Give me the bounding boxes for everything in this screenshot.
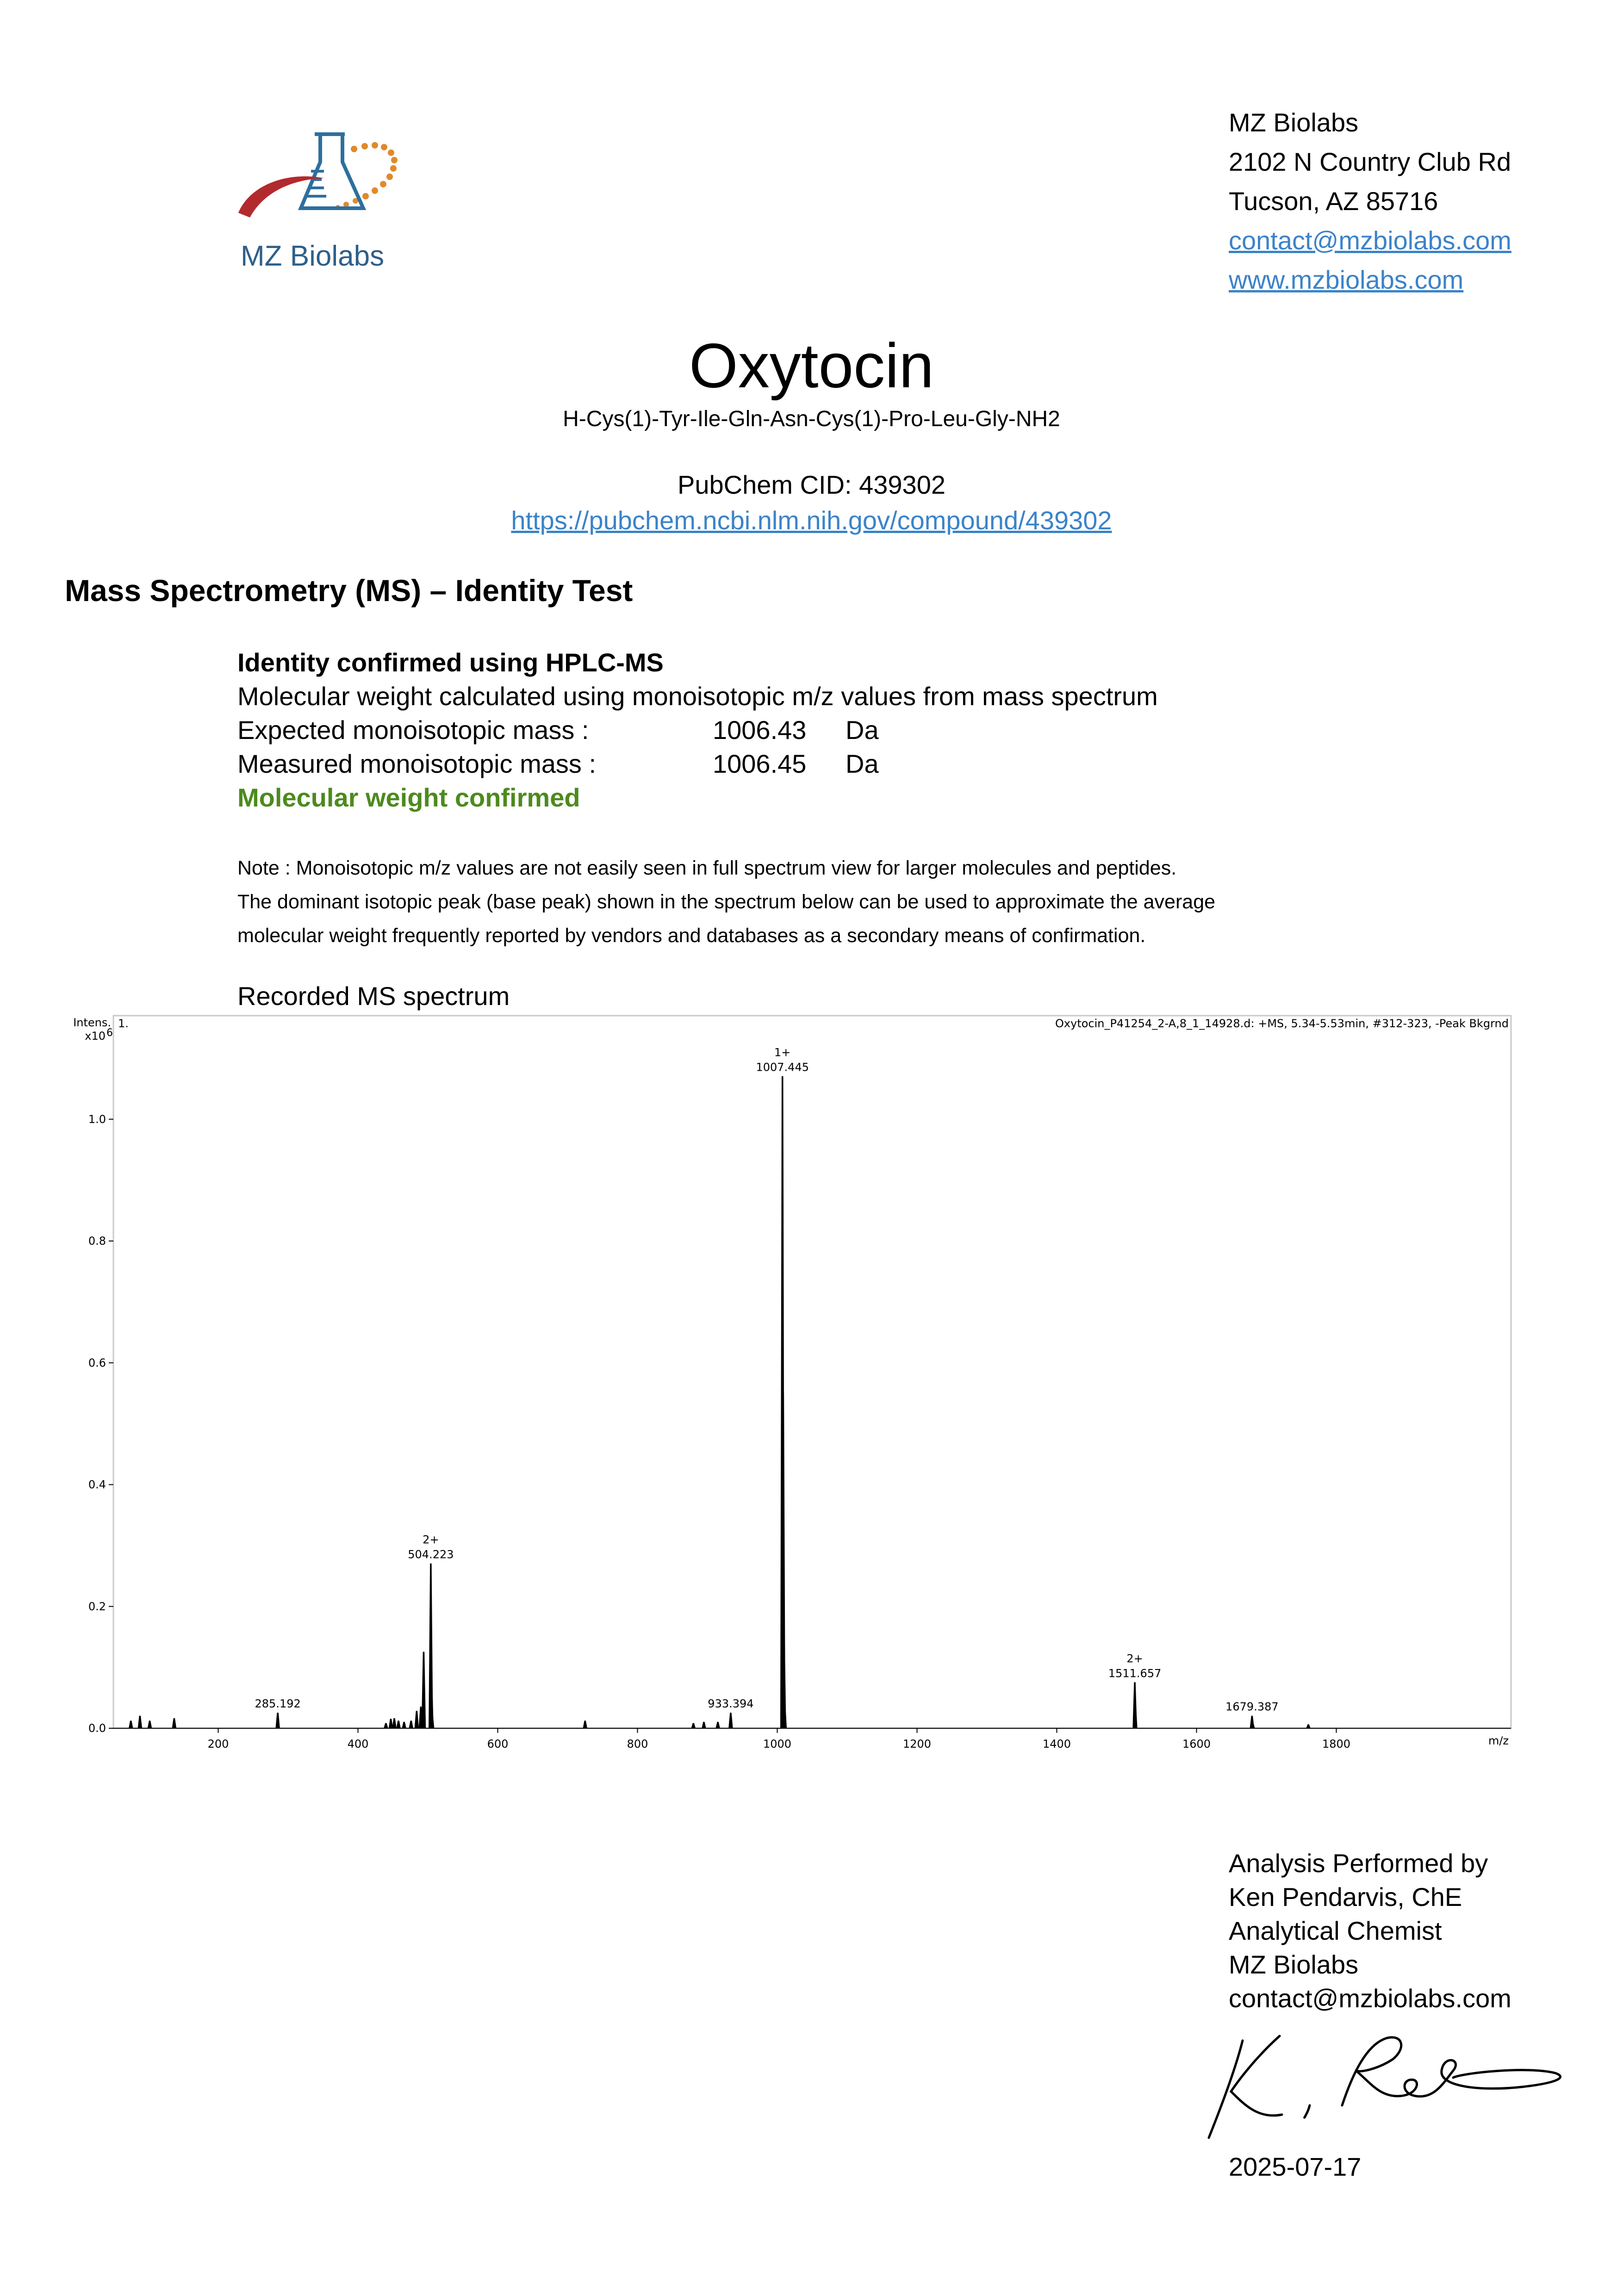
company-address [1229,103,1511,299]
minor-peak [422,1652,425,1728]
labeled-peak [1250,1716,1254,1728]
peak-charge-label: 2+ [1126,1652,1143,1665]
peak-charge-label: 2+ [423,1533,439,1546]
labeled-peak [729,1713,733,1728]
x-tick-label: 1400 [1042,1738,1071,1750]
x-tick-label: 600 [487,1738,509,1750]
method-line: Molecular weight calculated using monoisotopic m/z values from mass spectrum [237,682,1158,711]
pubchem-link[interactable]: https://pubchem.ncbi.nlm.nih.gov/compound/439302 [511,506,1112,535]
minor-peak [389,1719,392,1728]
ms-spectrum-chart [0,1011,1623,1751]
identity-results [237,645,1158,814]
minor-peak [129,1721,133,1728]
minor-peak [138,1716,142,1728]
labeled-peak [1133,1682,1137,1728]
x-tick-label: 1200 [902,1738,932,1750]
y-tick-label: 0.8 [88,1235,106,1248]
y-axis-scale: x10 [85,1030,106,1043]
labeled-peak [276,1713,280,1728]
minor-peak [392,1719,396,1728]
note-text [237,851,1215,953]
peak-mz-label: 285.192 [255,1697,301,1711]
expected-mass-label: Expected monoisotopic mass : [237,715,589,745]
website-link[interactable]: www.mzbiolabs.com [1229,265,1464,294]
expected-mass-value: 1006.43 [713,715,807,745]
y-axis-label: Intens. [73,1016,111,1029]
analyst-block [1229,1846,1511,2015]
labeled-peak [781,1077,784,1728]
address-line-street: 2102 N Country Club Rd [1229,147,1511,176]
minor-peak [691,1723,695,1728]
spectrum-label: Recorded MS spectrum [237,981,510,1011]
y-tick-label: 0.4 [88,1478,106,1491]
expected-mass-unit: Da [846,715,879,745]
analyst-title: Analytical Chemist [1229,1916,1442,1945]
peak-charge-label: 1+ [774,1046,791,1059]
minor-peak [397,1721,400,1728]
note-line: The dominant isotopic peak (base peak) shown in the spectrum below can be used to approximate the average [237,891,1216,913]
identity-line: Identity confirmed using HPLC-MS [237,648,664,677]
measured-mass-unit: Da [846,749,879,778]
x-tick-label: 400 [347,1738,369,1750]
peak-mz-label: 504.223 [408,1548,454,1561]
x-tick-label: 1600 [1182,1738,1211,1750]
section-heading: Mass Spectrometry (MS) – Identity Test [65,573,633,608]
analyst-name: Ken Pendarvis, ChE [1229,1882,1462,1911]
logo-text: MZ Biolabs [241,240,385,272]
labeled-peak [429,1564,433,1728]
expected-mass-row [237,713,1158,747]
result-text: Molecular weight confirmed [237,783,580,812]
chart-title: Oxytocin_P41254_2-A,8_1_14928.d: +MS, 5.34-5.53min, #312-323, -Peak Bkgrnd [1055,1017,1509,1030]
minor-peak [415,1711,418,1728]
measured-mass-value: 1006.45 [713,749,807,778]
pubchem-cid: PubChem CID: 439302 [677,470,945,499]
address-line-city: Tucson, AZ 85716 [1229,186,1438,216]
peak-mz-label: 1007.445 [756,1061,809,1074]
x-tick-label: 1800 [1322,1738,1351,1750]
minor-peak [1306,1725,1310,1728]
note-line: molecular weight frequently reported by vendors and databases as a secondary means of confirmation. [237,925,1146,947]
x-tick-label: 1000 [763,1738,792,1750]
panel-label: 1. [118,1017,129,1030]
handwritten-signature [1203,2027,1573,2147]
compound-name: Oxytocin [689,330,934,401]
x-axis-label: m/z [1488,1734,1509,1747]
y-tick-label: 0.0 [88,1722,106,1735]
minor-peak [148,1721,152,1728]
signature-date: 2025-07-17 [1229,2152,1362,2181]
analyst-company: MZ Biolabs [1229,1950,1359,1979]
measured-mass-row [237,747,1158,781]
contact-email-link[interactable]: contact@mzbiolabs.com [1229,226,1511,255]
analyst-heading: Analysis Performed by [1229,1849,1488,1878]
y-tick-label: 1.0 [88,1112,106,1126]
x-tick-label: 200 [207,1738,229,1750]
y-axis-exponent: 6 [106,1027,113,1039]
x-tick-label: 800 [627,1738,648,1750]
minor-peak [409,1721,413,1728]
peak-mz-label: 1511.657 [1108,1667,1162,1680]
peptide-sequence: H-Cys(1)-Tyr-Ile-Gln-Asn-Cys(1)-Pro-Leu-Gly-NH2 [563,407,1060,431]
minor-peak [716,1722,720,1728]
minor-peak [384,1723,388,1728]
note-line: Note : Monoisotopic m/z values are not easily seen in full spectrum view for larger molecules and peptides. [237,857,1177,879]
plot-frame [113,1016,1511,1728]
measured-mass-label: Measured monoisotopic mass : [237,749,597,778]
y-tick-label: 0.2 [88,1600,106,1613]
peak-mz-label: 1679.387 [1225,1700,1279,1713]
y-tick-label: 0.6 [88,1356,106,1370]
minor-peak [702,1722,706,1728]
analyst-email: contact@mzbiolabs.com [1229,1984,1511,2013]
minor-peak [172,1719,176,1728]
minor-peak [583,1721,587,1728]
peak-mz-label: 933.394 [708,1697,754,1711]
minor-peak [402,1722,406,1728]
address-line-company: MZ Biolabs [1229,108,1359,137]
